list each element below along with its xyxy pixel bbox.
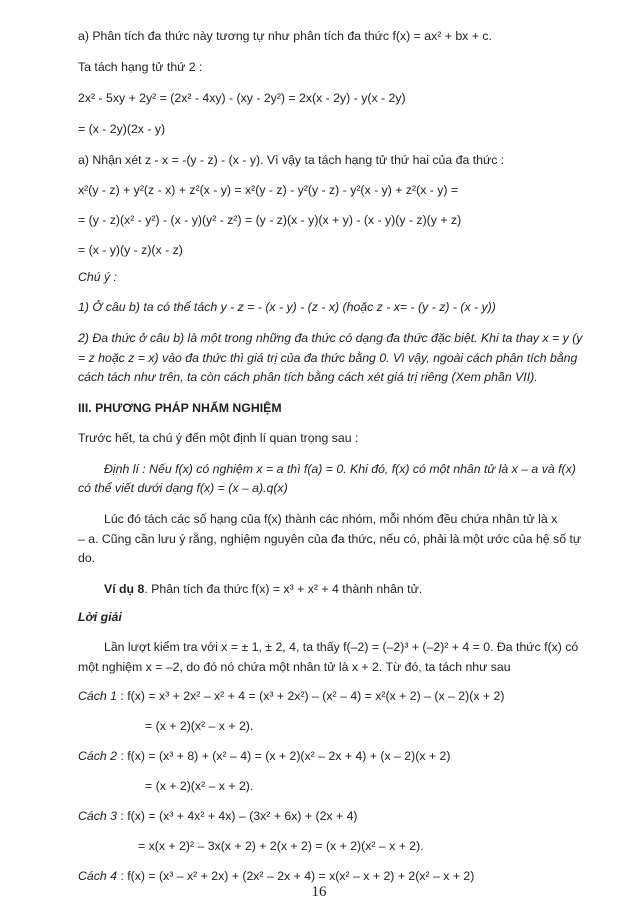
method-label: Cách 4 bbox=[78, 869, 117, 883]
theorem-line: Định lí : Nếu f(x) có nghiệm x = a thì f(a) = 0. Khi đó, f(x) có một nhân tử là x – a và f(x) bbox=[104, 462, 576, 476]
note-heading: Chú ý : bbox=[78, 270, 117, 284]
text-line: Lúc đó tách các số hạng của f(x) thành các nhóm, mỗi nhóm đều chứa nhân tử là x bbox=[104, 512, 558, 526]
equation-line: = (x + 2)(x² – x + 2). bbox=[145, 719, 254, 733]
section-heading: III. PHƯƠNG PHÁP NHẨM NGHIỆM bbox=[78, 401, 282, 415]
page-number: 16 bbox=[311, 884, 327, 900]
method-text: : f(x) = (x³ – x² + 2x) + (2x² – 2x + 4) = x(x² – x + 2) + 2(x² – x + 2) bbox=[116, 869, 475, 883]
text-line: – a. Cũng cần lưu ý rằng, nghiệm nguyên của đa thức, nếu có, phải là một ước của hệ số tự bbox=[78, 532, 582, 546]
method-label: Cách 3 bbox=[78, 809, 117, 823]
text-line: Ta tách hạng tử thứ 2 : bbox=[78, 60, 203, 74]
equation-line: = (x - 2y)(2x - y) bbox=[78, 122, 166, 136]
equation-line: x²(y - z) + y²(z - x) + z²(x - y) = x²(y - z) - y²(y - z) - y²(x - y) + z²(x - y) = bbox=[78, 183, 459, 197]
method-line bbox=[78, 748, 450, 764]
note-line: 1) Ở câu b) ta có thể tách y - z = - (x - y) - (z - x) (hoặc z - x= - (y - z) - (x - y)) bbox=[78, 300, 496, 314]
solution-heading: Lời giải bbox=[78, 610, 122, 624]
text-line: Trước hết, ta chú ý đến một định lí quan trọng sau : bbox=[78, 431, 359, 445]
method-line bbox=[78, 868, 474, 884]
method-text: : f(x) = (x³ + 8) + (x² – 4) = (x + 2)(x² – 2x + 4) + (x – 2)(x + 2) bbox=[116, 749, 451, 763]
theorem-line: có thể viết dưới dạng f(x) = (x – a).q(x) bbox=[78, 481, 288, 495]
method-line bbox=[78, 808, 358, 824]
example-text: . Phân tích đa thức f(x) = x³ + x² + 4 thành nhân tử. bbox=[144, 582, 423, 596]
example-label: Ví dụ 8 bbox=[104, 582, 145, 596]
example-line bbox=[104, 581, 422, 597]
method-label: Cách 1 bbox=[78, 689, 117, 703]
equation-line: = (y - z)(x² - y²) - (x - y)(y² - z²) = (y - z)(x - y)(x + y) - (x - y)(y - z)(y + z) bbox=[78, 213, 462, 227]
text-line: một nghiệm x = –2, do đó nó chứa một nhân tử là x + 2. Từ đó, ta tách như sau bbox=[78, 660, 511, 674]
note-line: = z hoặc z = x) vào đa thức thì giá trị của đa thức bằng 0. Vì vậy, ngoài cách phân tích bằng bbox=[78, 351, 578, 365]
equation-line: = (x - y)(y - z)(x - z) bbox=[78, 243, 183, 257]
text-line: do. bbox=[78, 551, 96, 565]
note-line: 2) Đa thức ở câu b) là một trong những đa thức có dạng đa thức đặc biệt. Khi ta thay x = y (y bbox=[78, 331, 583, 345]
method-text: : f(x) = x³ + 2x² – x² + 4 = (x³ + 2x²) – (x² – 4) = x²(x + 2) – (x – 2)(x + 2) bbox=[116, 689, 505, 703]
method-line bbox=[78, 688, 504, 704]
equation-line: = x(x + 2)² – 3x(x + 2) + 2(x + 2) = (x + 2)(x² – x + 2). bbox=[138, 839, 424, 853]
note-line: cách tách như trên, ta còn cách phân tích bằng cách xét giá trị riêng (Xem phần VII). bbox=[78, 370, 538, 384]
text-line: a) Phân tích đa thức này tương tự như phân tích đa thức f(x) = ax² + bx + c. bbox=[78, 29, 492, 43]
method-text: : f(x) = (x³ + 4x² + 4x) – (3x² + 6x) + (2x + 4) bbox=[116, 809, 358, 823]
equation-line: 2x² - 5xy + 2y² = (2x² - 4xy) - (xy - 2y²) = 2x(x - 2y) - y(x - 2y) bbox=[78, 91, 406, 105]
text-line: a) Nhận xét z - x = -(y - z) - (x - y). Vì vậy ta tách hạng tử thứ hai của đa thức : bbox=[78, 153, 505, 167]
equation-line: = (x + 2)(x² – x + 2). bbox=[145, 779, 254, 793]
text-line: Lần lượt kiểm tra với x = ± 1, ± 2, 4, ta thấy f(–2) = (–2)³ + (–2)² + 4 = 0. Đa thức f(x) có bbox=[104, 640, 579, 654]
method-label: Cách 2 bbox=[78, 749, 117, 763]
